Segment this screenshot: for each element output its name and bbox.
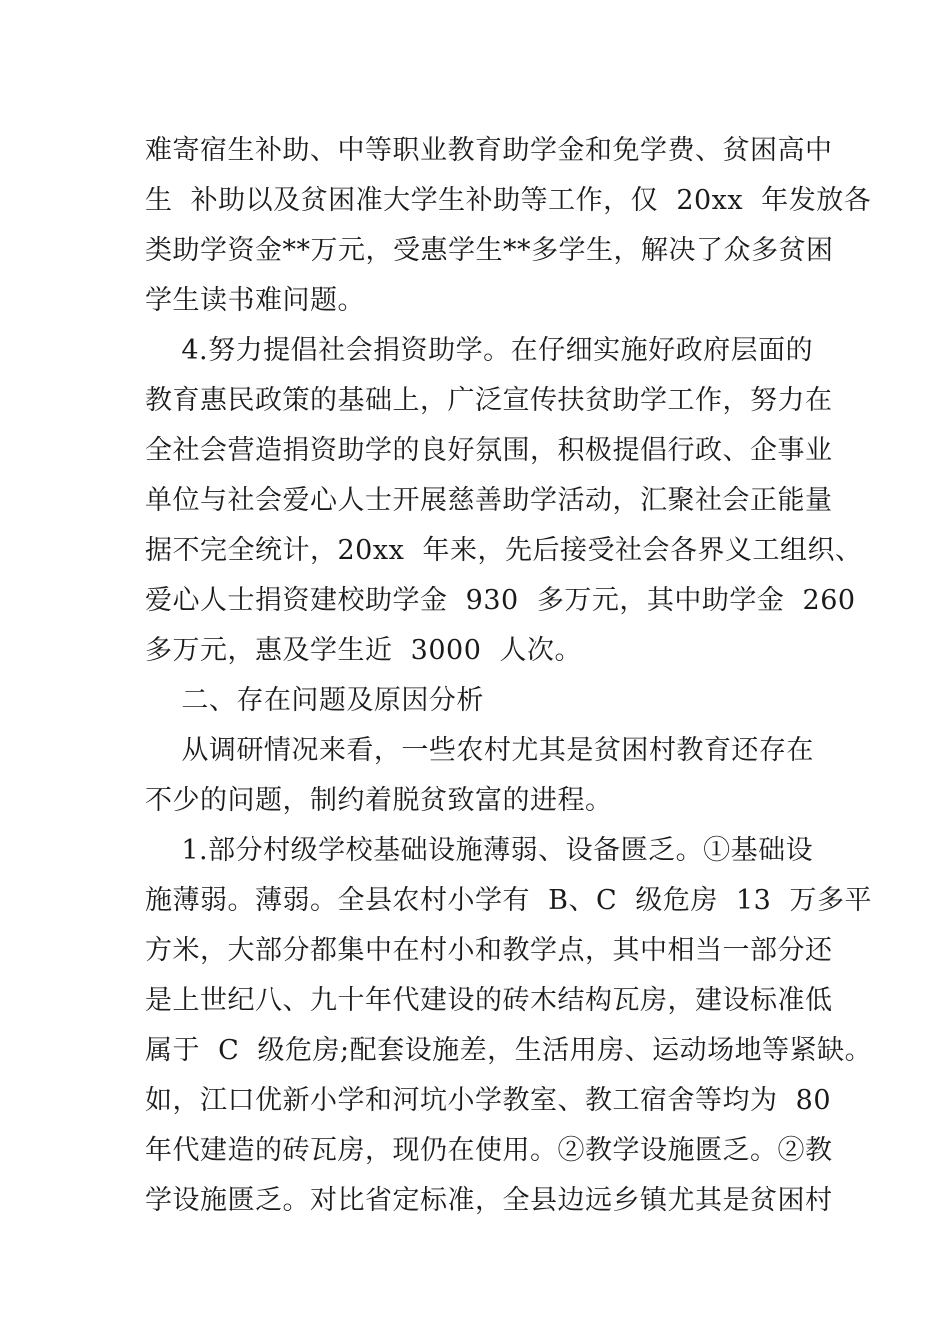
text-line-5: 4.努力提倡社会捐资助学。在仔细实施好政府层面的 <box>145 335 814 366</box>
text-line-7: 全社会营造捐资助学的良好氛围，积极提倡行政、企事业 <box>145 435 833 466</box>
text-line-11: 多万元，惠及学生近 3000 人次。 <box>145 635 583 666</box>
text-line-8: 单位与社会爱心人士开展慈善助学活动，汇聚社会正能量 <box>145 485 833 516</box>
text-line-20: 如，江口优新小学和河坑小学教室、教工宿舍等均为 80 <box>145 1085 832 1116</box>
text-line-19: 属于 C 级危房;配套设施差，生活用房、运动场地等紧缺。 <box>145 1035 873 1066</box>
text-line-12: 二、存在问题及原因分析 <box>145 685 484 716</box>
text-line-22: 学设施匮乏。对比省定标准，全县边远乡镇尤其是贫困村 <box>145 1185 833 1216</box>
text-line-17: 方米，大部分都集中在村小和教学点，其中相当一部分还 <box>145 935 833 966</box>
text-line-14: 不少的问题，制约着脱贫致富的进程。 <box>145 785 613 816</box>
text-line-10: 爱心人士捐资建校助学金 930 多万元，其中助学金 260 <box>145 585 856 616</box>
text-line-9: 据不完全统计，20xx 年来，先后接受社会各界义工组织、 <box>145 535 863 566</box>
text-line-4: 学生读书难问题。 <box>145 285 365 316</box>
document-body <box>145 126 873 1226</box>
text-line-21: 年代建造的砖瓦房，现仍在使用。②教学设施匮乏。②教 <box>145 1135 833 1166</box>
text-line-2: 生 补助以及贫困准大学生补助等工作，仅 20xx 年发放各 <box>145 185 872 216</box>
text-line-1: 难寄宿生补助、中等职业教育助学金和免学费、贫困高中 <box>145 135 833 166</box>
text-line-3: 类助学资金**万元，受惠学生**多学生，解决了众多贫困 <box>145 235 834 266</box>
text-line-16: 施薄弱。薄弱。全县农村小学有 B、C 级危房 13 万多平 <box>145 885 873 916</box>
text-line-6: 教育惠民政策的基础上，广泛宣传扶贫助学工作，努力在 <box>145 385 833 416</box>
text-line-15: 1.部分村级学校基础设施薄弱、设备匮乏。①基础设 <box>145 835 814 866</box>
text-line-18: 是上世纪八、九十年代建设的砖木结构瓦房，建设标准低 <box>145 985 833 1016</box>
text-line-13: 从调研情况来看，一些农村尤其是贫困村教育还存在 <box>145 735 814 766</box>
